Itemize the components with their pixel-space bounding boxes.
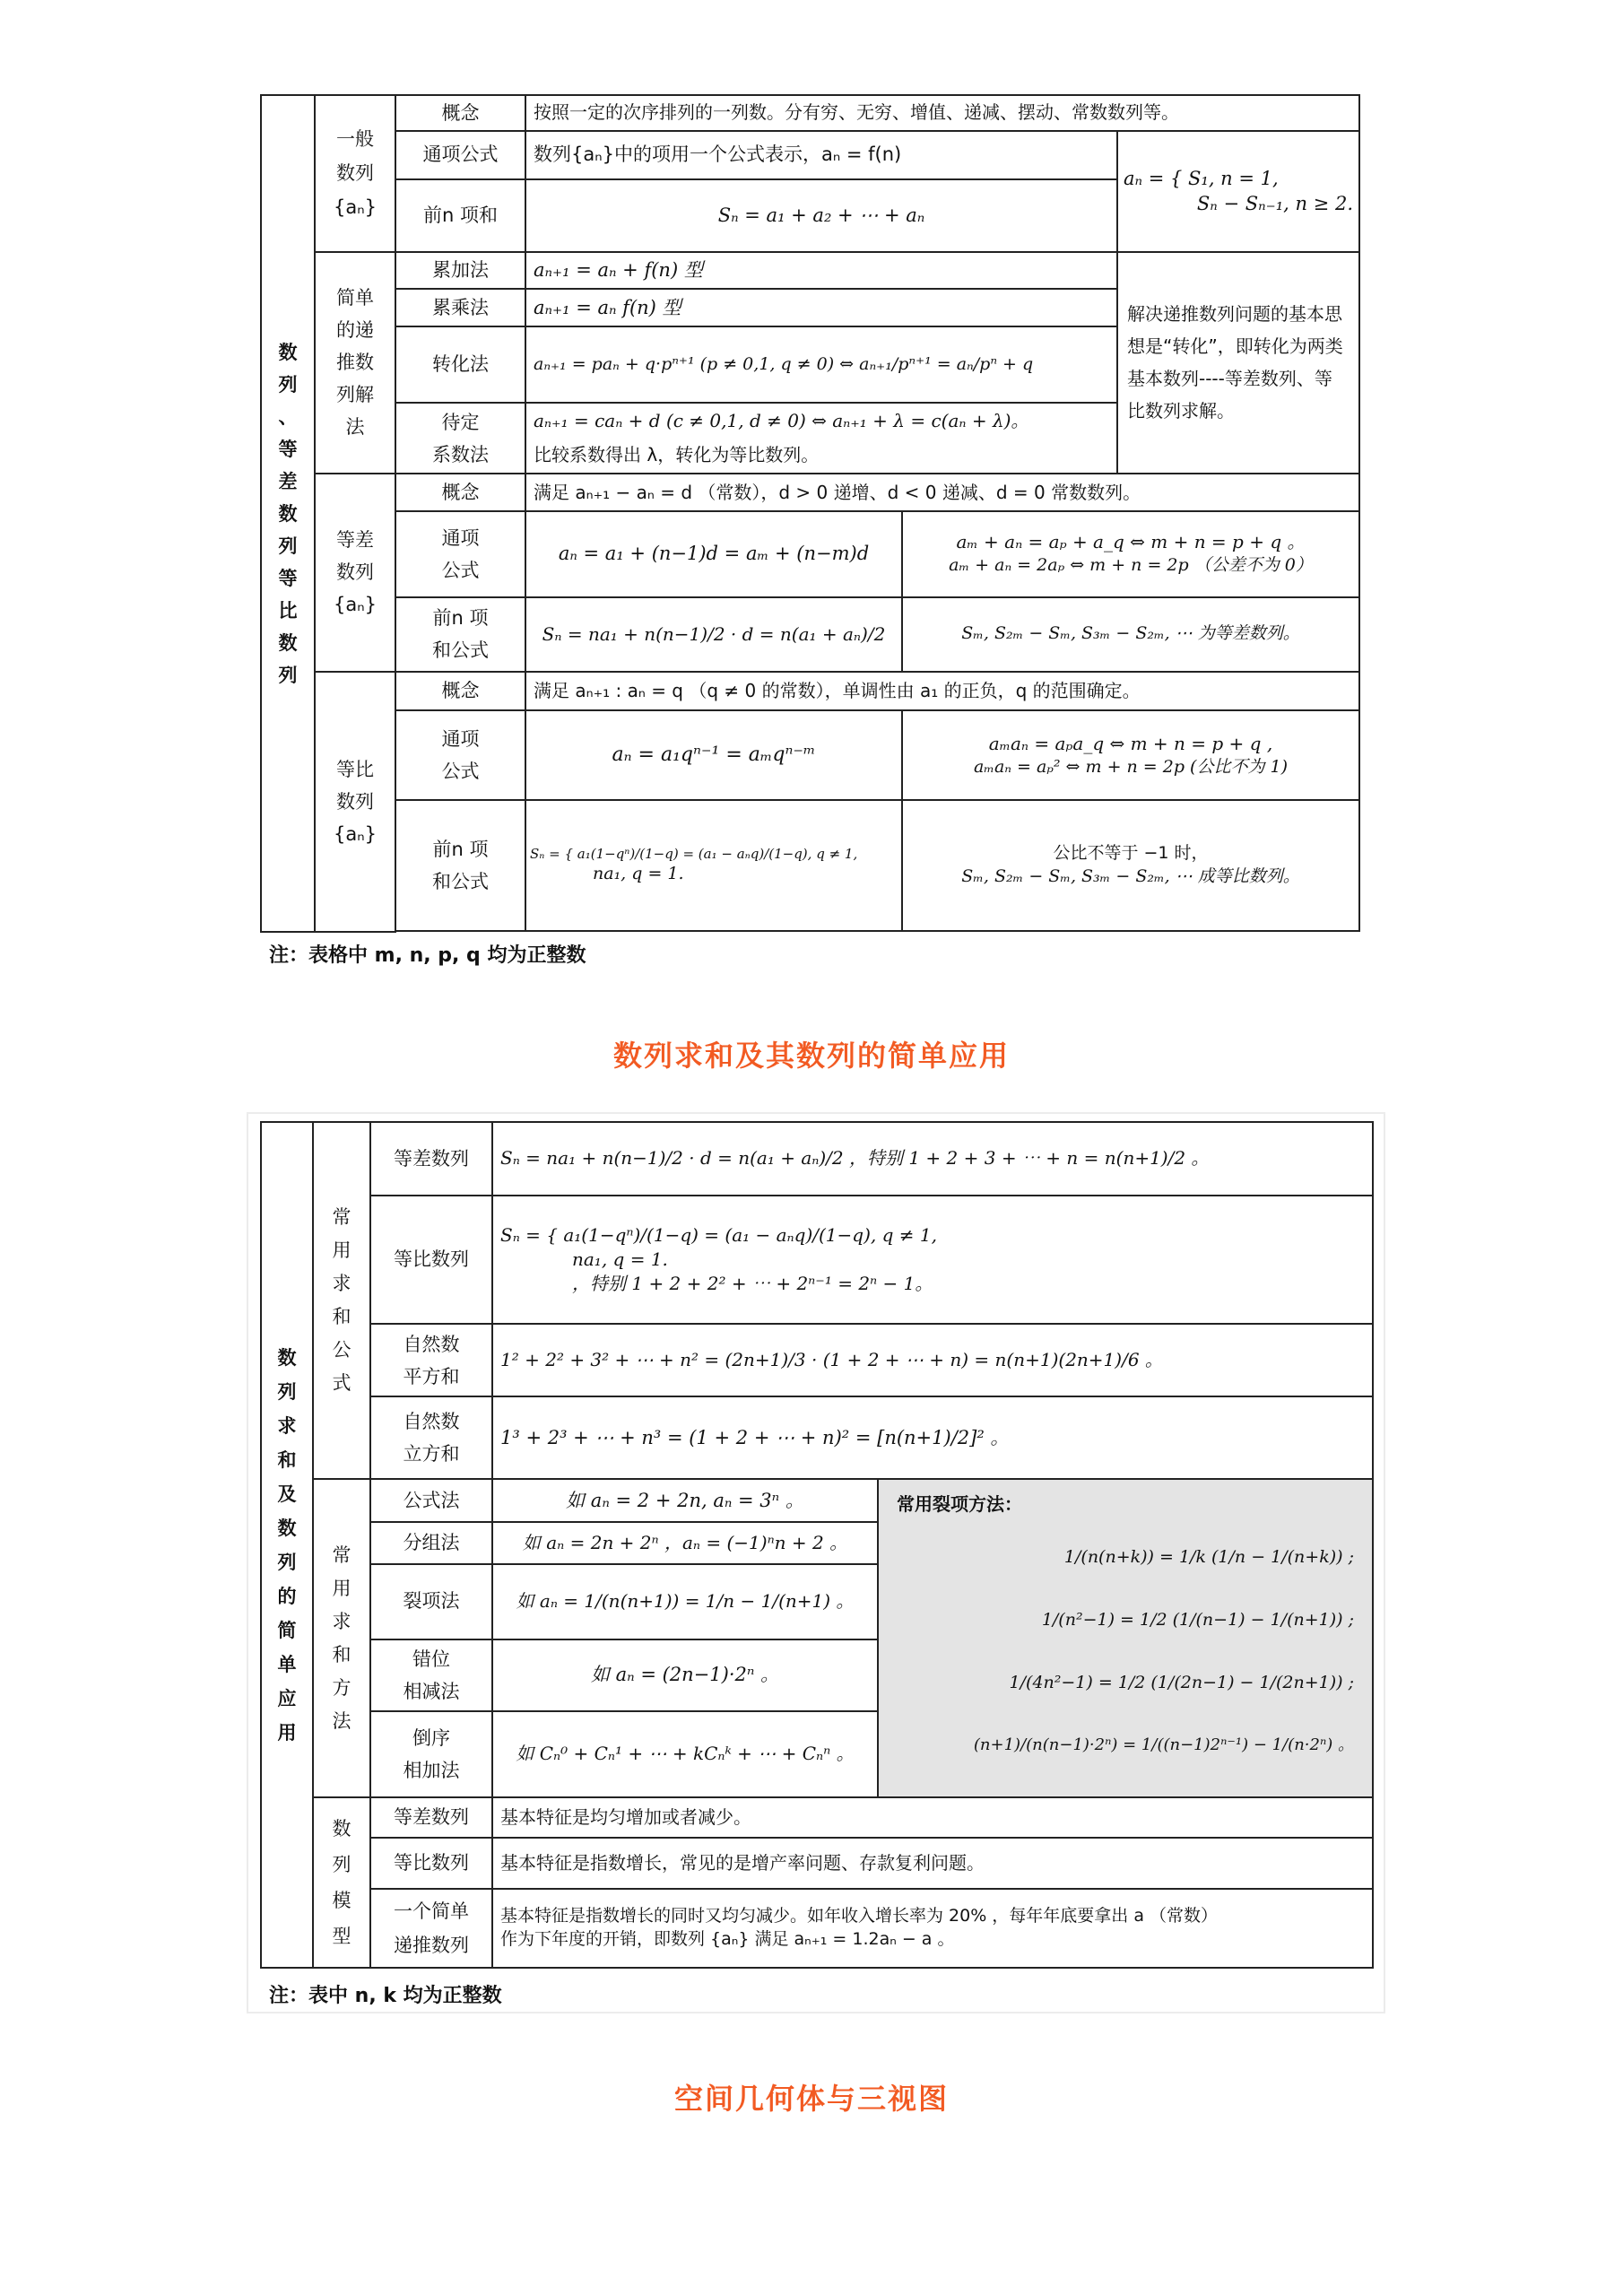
formula-text: 1² + 2² + 3² + ⋯ + n² = (2n+1)/3 · (1 + 2 + ⋯ + n) = n(n+1)(2n+1)/6 。 — [492, 1324, 1373, 1397]
general-sum-label: 前n 项和 — [395, 179, 525, 252]
general-sequence-label: 一般 数列 {aₙ} — [315, 95, 395, 252]
arithmetic-prop-1: aₘ + aₙ = aₚ + a_q ⇔ m + n = p + q 。 — [956, 531, 1306, 553]
split-methods-box — [878, 1479, 1373, 1796]
sequence-summary-table — [260, 94, 1360, 933]
geo-sum-extra: ，特别 1 + 2 + 2² + ⋯ + 2ⁿ⁻¹ = 2ⁿ − 1。 — [572, 1272, 933, 1294]
summation-table — [260, 1121, 1374, 1969]
method-formula-note: 比较系数得出 λ，转化为等比数列。 — [525, 439, 1117, 474]
model-text-line-1: 基本特征是指数增长的同时又均匀减少。如年收入增长率为 20% ，每年年底要拿出 a （常数） — [500, 1906, 1219, 1926]
split-methods-title: 常用裂项方法： — [897, 1493, 1022, 1516]
relation-line-1: aₙ = { S₁, n = 1, — [1124, 167, 1279, 189]
split-formula: 1/(n²−1) = 1/2 (1/(n−1) − 1/(n+1)) ; — [1041, 1610, 1354, 1631]
method-name: 公式法 — [370, 1479, 492, 1521]
models-label: 数 列 模 型 — [313, 1797, 370, 1968]
geometric-sum-label: 前n 项 和公式 — [395, 800, 525, 931]
arithmetic-sum-prop: Sₘ, S₂ₘ − Sₘ, S₃ₘ − S₂ₘ, ⋯ 为等差数列。 — [902, 597, 1359, 672]
section-title-geometry: 空间几何体与三视图 — [673, 2082, 949, 2116]
split-formula: 1/(n(n+k)) = 1/k (1/n − 1/(n+k)) ; — [1063, 1547, 1354, 1568]
table2-side-label: 数 列 求 和 及 数 列 的 简 单 应 用 — [261, 1122, 313, 1968]
geometric-label: 等比 数列 {aₙ} — [315, 672, 395, 932]
recursive-note: 解决递推数列问题的基本思想是“转化”，即转化为两类基本数列----等差数列、等比数列求解。 — [1117, 252, 1359, 474]
arithmetic-sum-label: 前n 项 和公式 — [395, 597, 525, 672]
method-example: 如 aₙ = 2n + 2ⁿ ，aₙ = (−1)ⁿn + 2 。 — [492, 1522, 878, 1564]
split-formula: 1/(4n²−1) = 1/2 (1/(2n−1) − 1/(2n+1)) ; — [1009, 1673, 1354, 1693]
formula-text: Sₙ = na₁ + n(n−1)/2 · d = n(a₁ + aₙ)/2 ，特别 1 + 2 + 3 + ⋯ + n = n(n+1)/2 。 — [492, 1122, 1373, 1196]
recursive-label: 简单 的递 推数 列解 法 — [315, 252, 395, 474]
general-term-label: 通项公式 — [395, 131, 525, 179]
method-formula: aₙ₊₁ = caₙ + d (c ≠ 0,1, d ≠ 0) ⇔ aₙ₊₁ + λ = c(aₙ + λ)。 — [525, 403, 1117, 439]
table2-footnote: 注：表中 n, k 均为正整数 — [269, 1985, 502, 2007]
method-formula: aₙ₊₁ = aₙ + f(n) 型 — [525, 252, 1117, 290]
method-name: 累乘法 — [395, 289, 525, 326]
table1-side-label: 数 列 、 等 差 数 列 等 比 数 列 — [261, 95, 315, 932]
method-example: 如 aₙ = 2 + 2n, aₙ = 3ⁿ 。 — [492, 1479, 878, 1521]
split-formula: (n+1)/(n(n−1)·2ⁿ) = 1/((n−1)2ⁿ⁻¹) − 1/(n·2ⁿ) 。 — [973, 1735, 1354, 1755]
general-term-text: 数列{aₙ}中的项用一个公式表示，aₙ = f(n) — [525, 131, 1117, 179]
general-concept-label: 概念 — [395, 95, 525, 131]
geometric-term-props — [902, 710, 1359, 800]
formulas-label: 常 用 求 和 公 式 — [313, 1122, 370, 1479]
model-name: 一个简单 递推数列 — [370, 1889, 492, 1968]
geometric-sum-prop-2: Sₘ, S₂ₘ − Sₘ, S₃ₘ − S₂ₘ, ⋯ 成等比数列。 — [961, 866, 1300, 887]
model-text: 基本特征是均匀增加或者减少。 — [492, 1797, 1373, 1838]
arithmetic-concept-label: 概念 — [395, 474, 525, 511]
relation-line-2: Sₙ − Sₙ₋₁, n ≥ 2. — [1196, 193, 1353, 215]
model-text: 基本特征是指数增长，常见的是增产率问题、存款复利问题。 — [492, 1838, 1373, 1889]
arithmetic-concept-text: 满足 aₙ₊₁ − aₙ = d （常数），d > 0 递增、d < 0 递减、d = 0 常数数列。 — [525, 474, 1359, 511]
geometric-term-label: 通项 公式 — [395, 710, 525, 800]
method-formula: aₙ₊₁ = aₙ f(n) 型 — [525, 289, 1117, 326]
formula-name: 自然数 平方和 — [370, 1324, 492, 1397]
geometric-prop-2: aₘaₙ = aₚ² ⇔ m + n = 2p (公比不为 1) — [973, 756, 1289, 777]
method-name: 错位 相减法 — [370, 1639, 492, 1711]
geometric-sum-props — [902, 800, 1359, 931]
method-name: 倒序 相加法 — [370, 1711, 492, 1797]
arithmetic-sum-formula: Sₙ = na₁ + n(n−1)/2 · d = n(a₁ + aₙ)/2 — [525, 597, 902, 672]
formula-text: 1³ + 2³ + ⋯ + n³ = (1 + 2 + ⋯ + n)² = [n(n+1)/2]² 。 — [492, 1396, 1373, 1479]
geo-sum-line-2: na₁, q = 1. — [572, 1248, 668, 1270]
methods-label: 常 用 求 和 方 法 — [313, 1479, 370, 1796]
model-name: 等差数列 — [370, 1797, 492, 1838]
model-text — [492, 1889, 1373, 1968]
geometric-sum-prop-1: 公比不等于 −1 时， — [1053, 843, 1209, 864]
general-sum-formula: Sₙ = a₁ + a₂ + ⋯ + aₙ — [525, 179, 1117, 252]
arithmetic-term-label: 通项 公式 — [395, 511, 525, 597]
formula-name: 等差数列 — [370, 1122, 492, 1196]
geometric-sum-line-2: na₁, q = 1. — [593, 864, 684, 884]
table1-footnote: 注：表格中 m, n, p, q 均为正整数 — [269, 944, 586, 967]
geo-sum-line-1: Sₙ = { a₁(1−qⁿ)/(1−q) = (a₁ − aₙq)/(1−q), q ≠ 1, — [500, 1223, 937, 1246]
method-example: 如 aₙ = (2n−1)·2ⁿ 。 — [492, 1639, 878, 1711]
general-concept-text: 按照一定的次序排列的一列数。分有穷、无穷、增值、递减、摆动、常数数列等。 — [525, 95, 1359, 131]
formula-name: 自然数 立方和 — [370, 1396, 492, 1479]
geometric-prop-1: aₘaₙ = aₚa_q ⇔ m + n = p + q , — [988, 732, 1273, 754]
arithmetic-prop-2: aₘ + aₙ = 2aₚ ⇔ m + n = 2p （公差不为 0） — [949, 555, 1313, 576]
geometric-term-formula: aₙ = a₁qⁿ⁻¹ = aₘqⁿ⁻ᵐ — [525, 710, 902, 800]
method-name: 待定 系数法 — [395, 403, 525, 474]
method-name: 转化法 — [395, 326, 525, 403]
method-example: 如 aₙ = 1/(n(n+1)) = 1/n − 1/(n+1) 。 — [492, 1564, 878, 1639]
arithmetic-term-formula: aₙ = a₁ + (n−1)d = aₘ + (n−m)d — [525, 511, 902, 597]
method-name: 累加法 — [395, 252, 525, 290]
formula-text — [492, 1196, 1373, 1324]
general-relation-formula — [1117, 131, 1359, 252]
section-title-summation: 数列求和及其数列的简单应用 — [612, 1039, 1010, 1073]
method-formula: aₙ₊₁ = paₙ + q·pⁿ⁺¹ (p ≠ 0,1, q ≠ 0) ⇔ aₙ₊₁/pⁿ⁺¹ = aₙ/pⁿ + q — [525, 326, 1117, 403]
geometric-sum-line-1: Sₙ = { a₁(1−qⁿ)/(1−q) = (a₁ − aₙq)/(1−q), q ≠ 1, — [530, 846, 858, 863]
arithmetic-term-props — [902, 511, 1359, 597]
geometric-concept-label: 概念 — [395, 672, 525, 711]
formula-name: 等比数列 — [370, 1196, 492, 1324]
geometric-concept-text: 满足 aₙ₊₁ : aₙ = q （q ≠ 0 的常数），单调性由 a₁ 的正负，q 的范围确定。 — [525, 672, 1359, 711]
model-name: 等比数列 — [370, 1838, 492, 1889]
method-example: 如 Cₙ⁰ + Cₙ¹ + ⋯ + kCₙᵏ + ⋯ + Cₙⁿ 。 — [492, 1711, 878, 1797]
method-name: 裂项法 — [370, 1564, 492, 1639]
model-text-line-2: 作为下年度的开销，即数列 {aₙ} 满足 aₙ₊₁ = 1.2aₙ − a 。 — [500, 1929, 955, 1950]
arithmetic-label: 等差 数列 {aₙ} — [315, 474, 395, 671]
geometric-sum-formula — [525, 800, 902, 931]
method-name: 分组法 — [370, 1522, 492, 1564]
